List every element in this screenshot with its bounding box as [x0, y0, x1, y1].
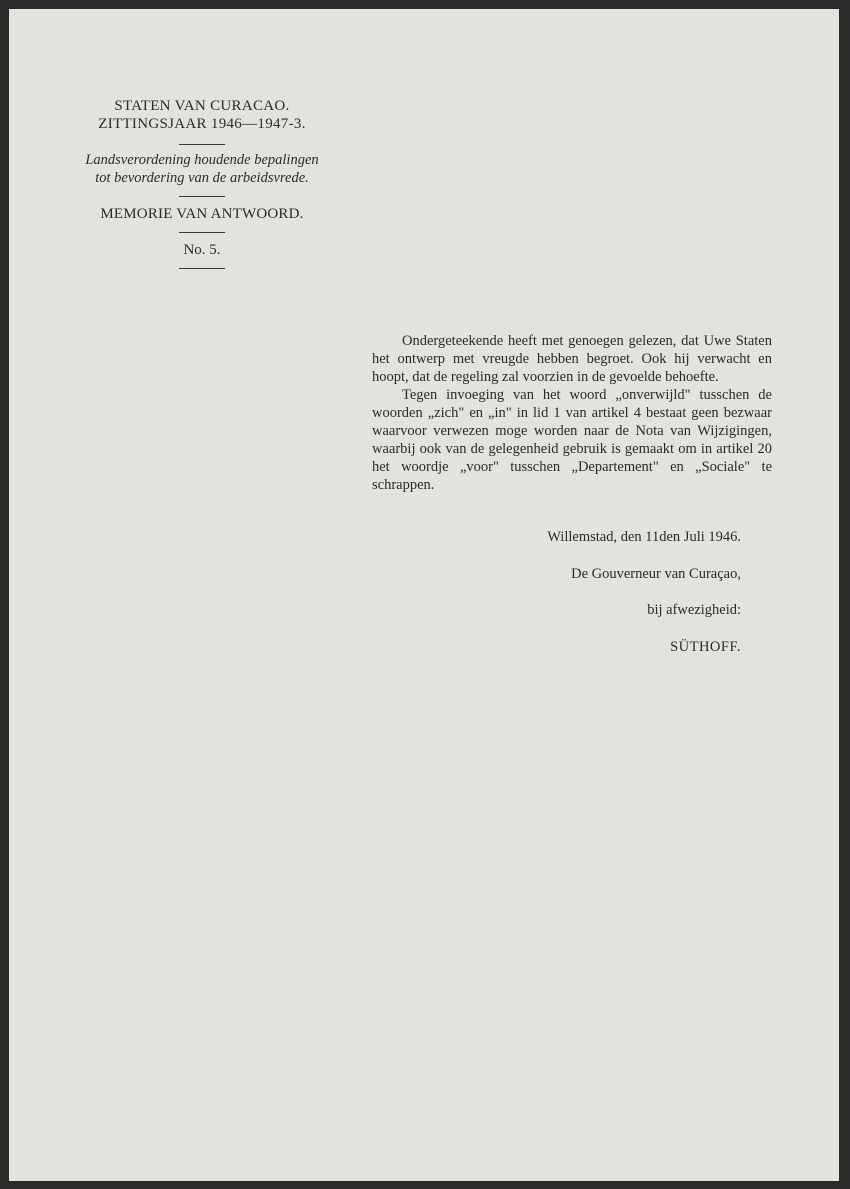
header-line-1: STATEN VAN CURACAO. — [114, 98, 290, 114]
body-paragraph-2: Tegen invoeging van het woord „onverwijld" tusschen de woorden „zich" en „in" in lid 1 van artikel 4 bestaat geen bezwaar waarvoor verwezen moge worden naar de Nota van Wijzigingen, waarbij ook van de gelegenheid gebruik is gemaakt om in artikel 20 het woordje „voor" tusschen „Departement" en „Sociale" te schrappen. — [372, 387, 772, 493]
subject-line-2: tot bevordering van de arbeidsvrede. — [95, 170, 309, 186]
header-divider — [179, 196, 225, 197]
signatory-title: De Gouverneur van Curaçao, — [571, 566, 741, 582]
document-number: No. 5. — [183, 242, 221, 258]
document-body — [372, 332, 772, 494]
place-date: Willemstad, den 11den Juli 1946. — [547, 529, 741, 545]
header-divider — [179, 144, 225, 145]
document-page — [9, 9, 839, 1181]
subject-line-1: Landsverordening houdende bepalingen — [85, 152, 319, 168]
signature-name: SÜTHOFF. — [670, 639, 741, 655]
header-divider — [179, 268, 225, 269]
header-line-2: ZITTINGSJAAR 1946—1947-3. — [98, 116, 306, 132]
absence-note: bij afwezigheid: — [647, 602, 741, 618]
subject-title — [47, 151, 357, 187]
body-paragraph-1: Ondergeteekende heeft met genoegen gelezen, dat Uwe Staten het ontwerp met vreugde hebben begroet. Ook hij verwacht en hoopt, dat de regeling zal voorzien in de gevoelde behoefte. — [372, 333, 772, 385]
document-header — [47, 97, 357, 269]
header-divider — [179, 232, 225, 233]
document-type: MEMORIE VAN ANTWOORD. — [100, 206, 304, 222]
